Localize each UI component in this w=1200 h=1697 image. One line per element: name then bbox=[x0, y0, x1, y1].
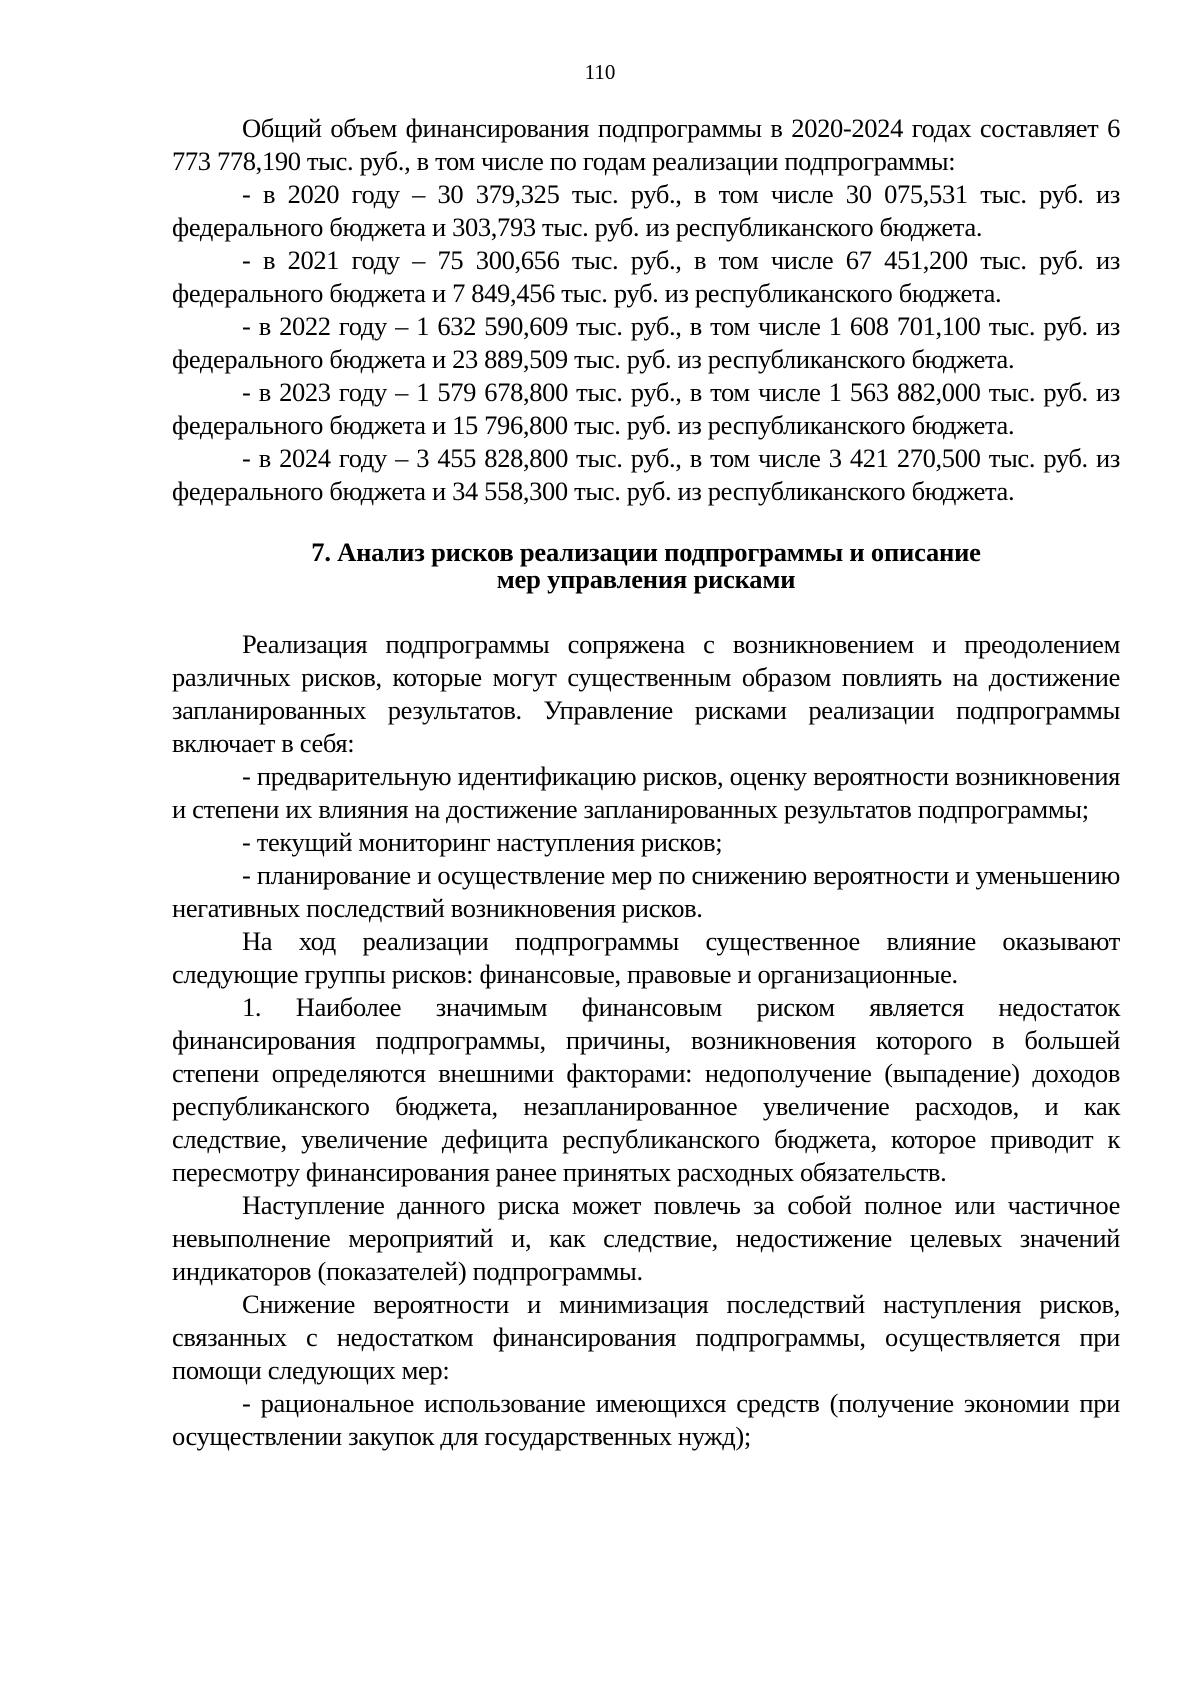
financing-paragraph-2021: - в 2021 году – 75 300,656 тыс. руб., в том числе 67 451,200 тыс. руб. из федерального бюджета и 7 849,456 тыс. руб. из республиканского бюджета. bbox=[172, 245, 1120, 308]
risk-paragraph-consequences: Наступление данного риска может повлечь за собой полное или частичное невыполнение мероприятий и, как следствие, недостижение целевых значений индикаторов (показателей) подпрограммы. bbox=[172, 1190, 1120, 1286]
financing-paragraph-2024: - в 2024 году – 3 455 828,800 тыс. руб., в том числе 3 421 270,500 тыс. руб. из федерального бюджета и 34 558,300 тыс. руб. из республиканского бюджета. bbox=[172, 443, 1120, 506]
risk-paragraph-intro: Реализация подпрограммы сопряжена с возникновением и преодолением различных рисков, которые могут существенным образом повлиять на достижение запланированных результатов. Управление рисками реализации подпрограммы включает в себя: bbox=[172, 629, 1120, 758]
risk-paragraph-measures: Снижение вероятности и минимизация последствий наступления рисков, связанных с недостатком финансирования подпрограммы, осуществляется при помощи следующих мер: bbox=[172, 1289, 1120, 1385]
section-heading-line-1: 7. Анализ рисков реализации подпрограммы и описание bbox=[311, 537, 981, 567]
risk-paragraph-financial: 1. Наиболее значимым финансовым риском является недостаток финансирования подпрограммы, причины, возникновения которого в большей степени определяются внешними факторами: недополучение (выпадение) доходов республиканского бюджета, незапланированное увеличение расходов, и как следствие, увеличение дефицита республиканского бюджета, которое приводит к пересмотру финансирования ранее принятых расходных обязательств. bbox=[172, 992, 1120, 1187]
risk-paragraph-groups: На ход реализации подпрограммы существенное влияние оказывают следующие группы рисков: финансовые, правовые и организационные. bbox=[172, 926, 1120, 989]
risk-list-item-planning: - планирование и осуществление мер по снижению вероятности и уменьшению негативных последствий возникновения рисков. bbox=[172, 860, 1120, 923]
financing-paragraph-2023: - в 2023 году – 1 579 678,800 тыс. руб., в том числе 1 563 882,000 тыс. руб. из федерального бюджета и 15 796,800 тыс. руб. из республиканского бюджета. bbox=[172, 377, 1120, 440]
risk-list-item-monitoring: - текущий мониторинг наступления рисков; bbox=[242, 827, 723, 857]
page-number: 110 bbox=[584, 60, 616, 84]
financing-paragraph-total: Общий объем финансирования подпрограммы в 2020-2024 годах составляет 6 773 778,190 тыс. руб., в том числе по годам реализации подпрограммы: bbox=[172, 113, 1120, 176]
financing-paragraph-2020: - в 2020 году – 30 379,325 тыс. руб., в том числе 30 075,531 тыс. руб. из федерального бюджета и 303,793 тыс. руб. из республиканского бюджета. bbox=[172, 179, 1120, 242]
risk-list-item-identification: - предварительную идентификацию рисков, оценку вероятности возникновения и степени их влияния на достижение запланированных результатов подпрограммы; bbox=[172, 761, 1120, 824]
financing-paragraph-2022: - в 2022 году – 1 632 590,609 тыс. руб., в том числе 1 608 701,100 тыс. руб. из федерального бюджета и 23 889,509 тыс. руб. из республиканского бюджета. bbox=[172, 311, 1120, 374]
section-heading bbox=[172, 539, 1120, 593]
section-heading-line-2: мер управления рисками bbox=[496, 564, 796, 594]
risk-list-item-rational-use: - рациональное использование имеющихся средств (получение экономии при осуществлении закупок для государственных нужд); bbox=[172, 1388, 1120, 1451]
page-content bbox=[172, 112, 1120, 1453]
